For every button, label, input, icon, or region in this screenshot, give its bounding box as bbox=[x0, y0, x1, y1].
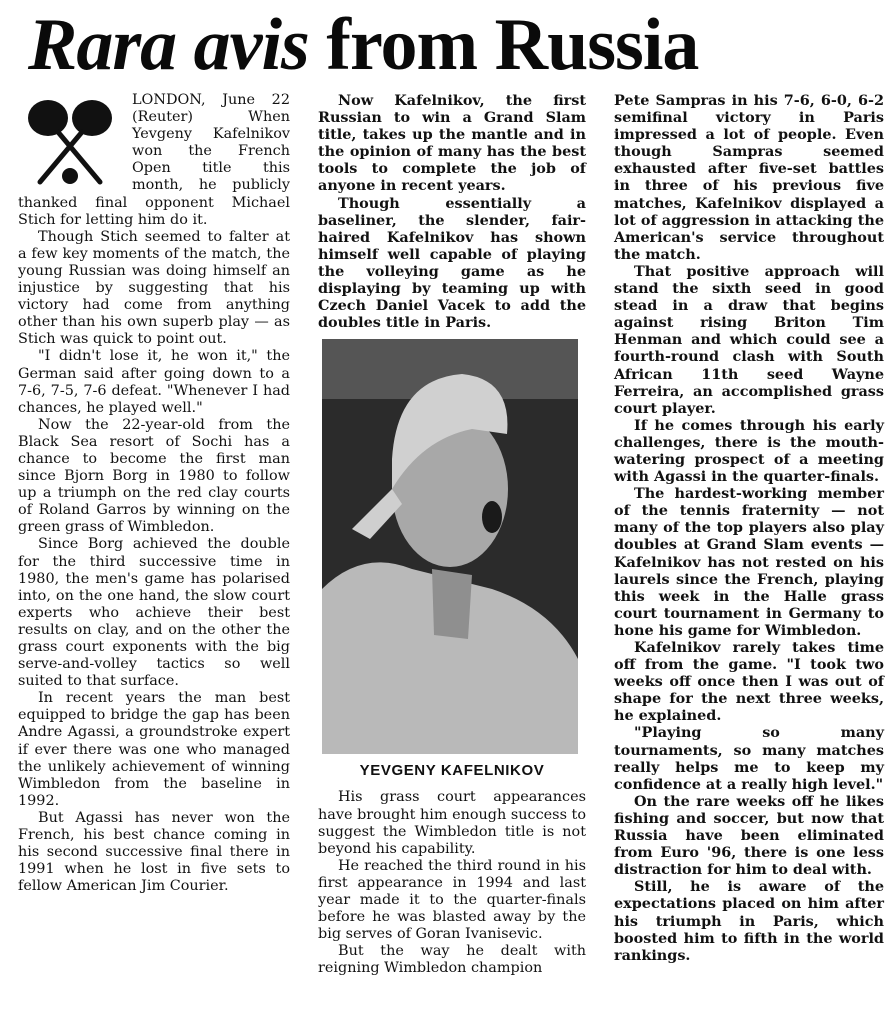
column-3 bbox=[614, 92, 884, 964]
paragraph: That positive approach will stand the sixth seed in good stead in a draw that begins against rising Briton Tim Henman and which could see a fourth-round clash with South African 11th seed Wayne Ferreira, an accomplished grass court player. bbox=[614, 262, 884, 417]
paragraph: "I didn't lose it, he won it," the German said after going down to a 7-6, 7-5, 7-6 defeat. "Whenever I had chances, he played well." bbox=[18, 348, 290, 416]
paragraph: LONDON, June 22 (Reuter) When Yevgeny Kafelnikov won the French Open title this month, he publicly thanked final opponent Michael Stich for letting him do it. bbox=[18, 92, 290, 228]
paragraph: But the way he dealt with reigning Wimbledon champion bbox=[318, 943, 586, 977]
paragraph: He reached the third round in his first appearance in 1994 and last year made it to the quarter-finals before he was blasted away by the big serves of Goran Ivanisevic. bbox=[318, 857, 586, 943]
headline bbox=[28, 4, 868, 86]
column-1 bbox=[18, 92, 290, 895]
paragraph: "Playing so many tournaments, so many matches really helps me to keep my confidence at a really high level." bbox=[614, 724, 884, 793]
photo-caption: YEVGENY KAFELNIKOV bbox=[359, 762, 545, 780]
headline-italic: Rara avis bbox=[28, 4, 309, 86]
paragraph: But Agassi has never won the French, his best chance coming in his second successive final there in 1991 when he lost in five sets to fellow American Jim Courier. bbox=[18, 809, 290, 895]
paragraph: Kafelnikov rarely takes time off from the game. "I took two weeks off once then I was out of shape for the next three weeks, he explained. bbox=[614, 639, 884, 725]
paragraph: If he comes through his early challenges, there is the mouth-watering prospect of a meeting with Agassi in the quarter-finals. bbox=[614, 416, 884, 486]
paragraph: Since Borg achieved the double for the third successive time in 1980, the men's game has polarised into, on the one hand, the slow court experts who achieve their best results on clay, and on the other the grass court exponents with the big serve-and-volley tactics so well suited to that surface. bbox=[18, 536, 290, 690]
paragraph: Still, he is aware of the expectations placed on him after his triumph in Paris, which boosted him to fifth in the world rankings. bbox=[614, 878, 884, 964]
crossed-rackets-icon bbox=[18, 94, 122, 190]
paragraph: Though essentially a baseliner, the slender, fair-haired Kafelnikov has shown himself well capable of playing the volleying game as he displaying by teaming up with Czech Daniel Vacek to add the doubles title in Paris. bbox=[318, 194, 586, 332]
paragraph: Though Stich seemed to falter at a few key moments of the match, the young Russian was doing himself an injustice by suggesting that his victory had come from anything other than his own superb play — as Stich was quick to point out. bbox=[18, 228, 290, 348]
paragraph: Pete Sampras in his 7-6, 6-0, 6-2 semifinal victory in Paris impressed a lot of people. Even though Sampras seemed exhausted after five-set battles in three of his previous five matches, Kafelnikov displayed a lot of aggression in attacking the American's service throughout the match. bbox=[614, 92, 884, 263]
paragraph: On the rare weeks off he likes fishing and soccer, but now that Russia have been eliminated from Euro '96, there is one less distraction for him to deal with. bbox=[614, 792, 884, 879]
paragraph: Now Kafelnikov, the first Russian to win a Grand Slam title, takes up the mantle and in the opinion of many has the best tools to complete the job of anyone in recent years. bbox=[318, 92, 586, 195]
paragraph: In recent years the man best equipped to bridge the gap has been Andre Agassi, a groundstroke expert if ever there was one who managed the unlikely achievement of winning Wimbledon from the baseline in 1992. bbox=[18, 690, 290, 809]
headline-rest: from Russia bbox=[308, 4, 699, 86]
paragraph: Now the 22-year-old from the Black Sea resort of Sochi has a chance to become the first man since Bjorn Borg in 1980 to follow up a triumph on the red clay courts of Roland Garros by winning on the green grass of Wimbledon. bbox=[18, 416, 290, 536]
column-2 bbox=[318, 92, 586, 977]
paragraph: The hardest-working member of the tennis fraternity — not many of the top players also play doubles at Grand Slam events — Kafelnikov has not rested on his laurels since the French, playing this week in the Halle grass court tournament in Germany to hone his game for Wimbledon. bbox=[614, 485, 884, 639]
paragraph: His grass court appearances have brought him enough success to suggest the Wimbledon title is not beyond his capability. bbox=[318, 789, 586, 857]
player-photo bbox=[322, 339, 578, 754]
